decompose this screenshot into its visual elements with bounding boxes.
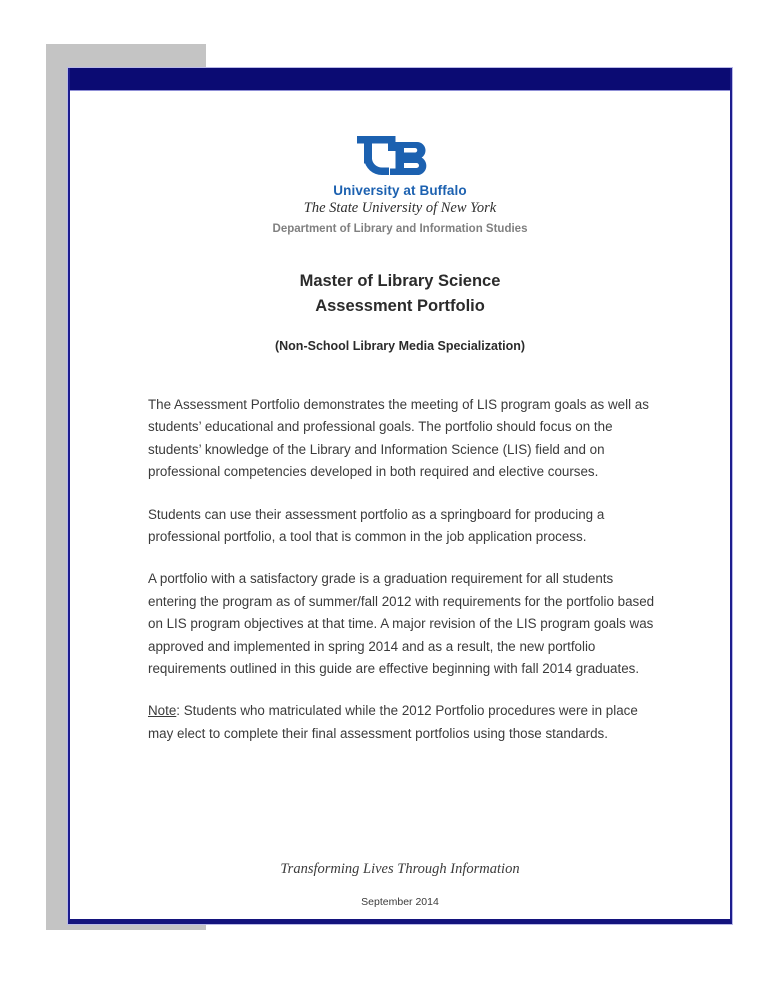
university-system-name: The State University of New York [303,200,497,216]
ub-logo-icon [354,133,446,178]
document-page [68,68,732,924]
university-branding [70,133,730,235]
page-title-line-1: Master of Library Science [299,272,501,290]
page-subtitle: (Non-School Library Media Specialization) [274,339,526,353]
note-paragraph [148,700,656,745]
note-label: Note [148,703,177,719]
paragraph-1: The Assessment Portfolio demonstrates the meeting of LIS program goals as well as students’ educational and professional goals. The portfolio should focus on the students’ knowledge of the Library and Information Science (LIS) field and on professional competencies developed in both required and elective courses. [148,397,649,480]
tagline: Transforming Lives Through Information [280,861,520,878]
page-title-line-2: Assessment Portfolio [315,297,485,315]
paragraph-2: Students can use their assessment portfolio as a springboard for producing a professional portfolio, a tool that is common in the job application process. [148,506,605,545]
document-date: September 2014 [361,896,439,909]
page-content [70,91,730,919]
note-text: : Students who matriculated while the 2012 Portfolio procedures were in place may elect to complete their final assessment portfolios using those standards. [148,703,638,741]
body-text [144,394,656,745]
university-name: University at Buffalo [333,183,467,198]
department-name: Department of Library and Information Studies [272,223,528,235]
paragraph-3: A portfolio with a satisfactory grade is a graduation requirement for all students entering the program as of summer/fall 2012 with requirements for the portfolio based on LIS program objectives at that time. A major revision of the LIS program goals was approved and implemented in spring 2014 and as a result, the new portfolio requirements outlined in this guide are effective beginning with fall 2014 graduates. [148,571,655,677]
page-top-banner [70,68,730,91]
page-title [70,269,730,319]
